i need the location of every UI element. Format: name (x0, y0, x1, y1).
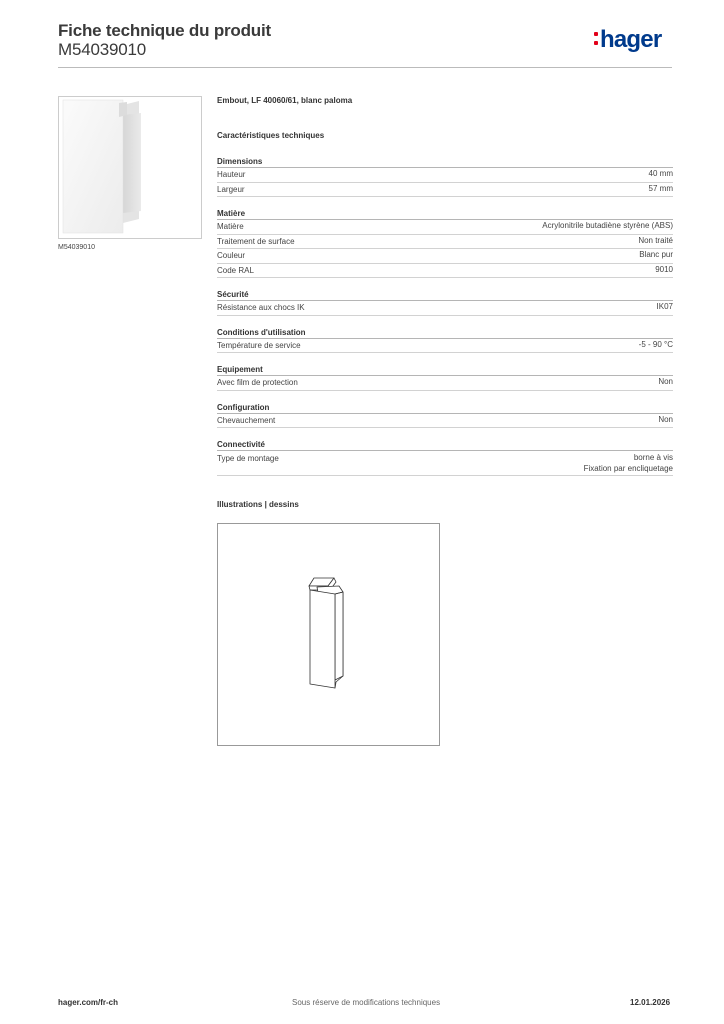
illustrations-heading: Illustrations | dessins (217, 500, 299, 509)
characteristic-value (658, 414, 673, 425)
characteristics-groups (217, 155, 673, 476)
document-title: Fiche technique du produit (58, 21, 271, 40)
technical-characteristics-heading: Caractéristiques techniques (217, 131, 325, 140)
group-title: Sécurité (217, 288, 673, 301)
logo-text: hager (600, 26, 662, 53)
characteristic-row (217, 376, 673, 391)
product-details (217, 96, 673, 513)
footer-notice: Sous réserve de modifications techniques (292, 998, 441, 1007)
characteristic-group (217, 155, 673, 197)
characteristic-row (217, 235, 673, 250)
characteristic-value-line: IK07 (656, 302, 673, 311)
characteristic-label: Résistance aux chocs IK (217, 303, 305, 312)
characteristic-group (217, 326, 673, 354)
characteristic-row (217, 249, 673, 264)
group-title: Conditions d'utilisation (217, 326, 673, 339)
characteristic-label: Traitement de surface (217, 236, 295, 246)
characteristic-value (658, 376, 673, 387)
product-drawing (217, 523, 440, 746)
logo-dots-icon (594, 32, 598, 46)
group-title: Configuration (217, 401, 673, 414)
footer-website-link[interactable]: hager.com/fr-ch (58, 998, 119, 1007)
product-photo-image (59, 97, 201, 238)
group-title: Dimensions (217, 155, 673, 168)
characteristic-value (649, 168, 673, 179)
characteristic-value (655, 264, 673, 275)
hager-logo (594, 28, 661, 52)
characteristic-label: Chevauchement (217, 415, 276, 425)
characteristic-row (217, 451, 673, 476)
characteristic-label: Matière (217, 222, 244, 231)
characteristic-value (638, 235, 673, 246)
characteristic-label: Avec film de protection (217, 378, 298, 387)
characteristic-value-line: Acrylonitrile butadiène styrène (ABS) (542, 221, 673, 230)
characteristic-value-line: 9010 (655, 264, 673, 274)
characteristic-row (217, 183, 673, 198)
characteristic-label: Type de montage (217, 454, 279, 463)
group-title: Connectivité (217, 438, 673, 451)
characteristic-row (217, 168, 673, 183)
characteristic-value-line: Blanc pur (639, 250, 673, 259)
characteristic-row (217, 339, 673, 354)
characteristic-row (217, 220, 673, 235)
product-name: Embout, LF 40060/61, blanc paloma (217, 96, 353, 105)
header-divider (58, 67, 672, 68)
characteristic-value-line: 40 mm (648, 169, 673, 178)
characteristic-value-line: 57 mm (648, 183, 673, 193)
characteristic-value (649, 183, 673, 194)
characteristic-group (217, 438, 673, 476)
characteristic-value-line: Non (658, 414, 673, 424)
group-title: Matière (217, 207, 673, 220)
product-reference: M54039010 (58, 40, 146, 59)
characteristic-value (657, 301, 673, 312)
product-drawing-image (218, 524, 439, 745)
characteristic-label: Largeur (217, 184, 245, 194)
characteristic-group (217, 401, 673, 429)
characteristic-group (217, 363, 673, 391)
characteristic-value-line: Non traité (638, 235, 673, 245)
product-photo (58, 96, 202, 239)
characteristic-value-line: Fixation par encliquetage (583, 464, 673, 473)
characteristic-row (217, 264, 673, 279)
characteristic-row (217, 301, 673, 316)
characteristic-value-line: -5 - 90 °C (638, 339, 673, 349)
footer-date: 12.01.2026 (630, 998, 671, 1007)
characteristic-value (639, 249, 673, 260)
characteristic-group (217, 288, 673, 316)
characteristic-label: Couleur (217, 251, 246, 260)
characteristic-label: Hauteur (217, 170, 246, 179)
characteristic-value (584, 452, 673, 474)
characteristic-label: Code RAL (217, 265, 254, 275)
characteristic-value-line: Non (658, 377, 673, 386)
group-title: Equipement (217, 363, 673, 376)
characteristic-group (217, 207, 673, 278)
characteristic-row (217, 414, 673, 429)
characteristic-value-line: borne à vis (633, 453, 673, 462)
photo-caption: M54039010 (58, 244, 95, 251)
characteristic-value (542, 220, 673, 231)
characteristic-label: Température de service (217, 340, 301, 350)
characteristic-value (639, 339, 673, 350)
